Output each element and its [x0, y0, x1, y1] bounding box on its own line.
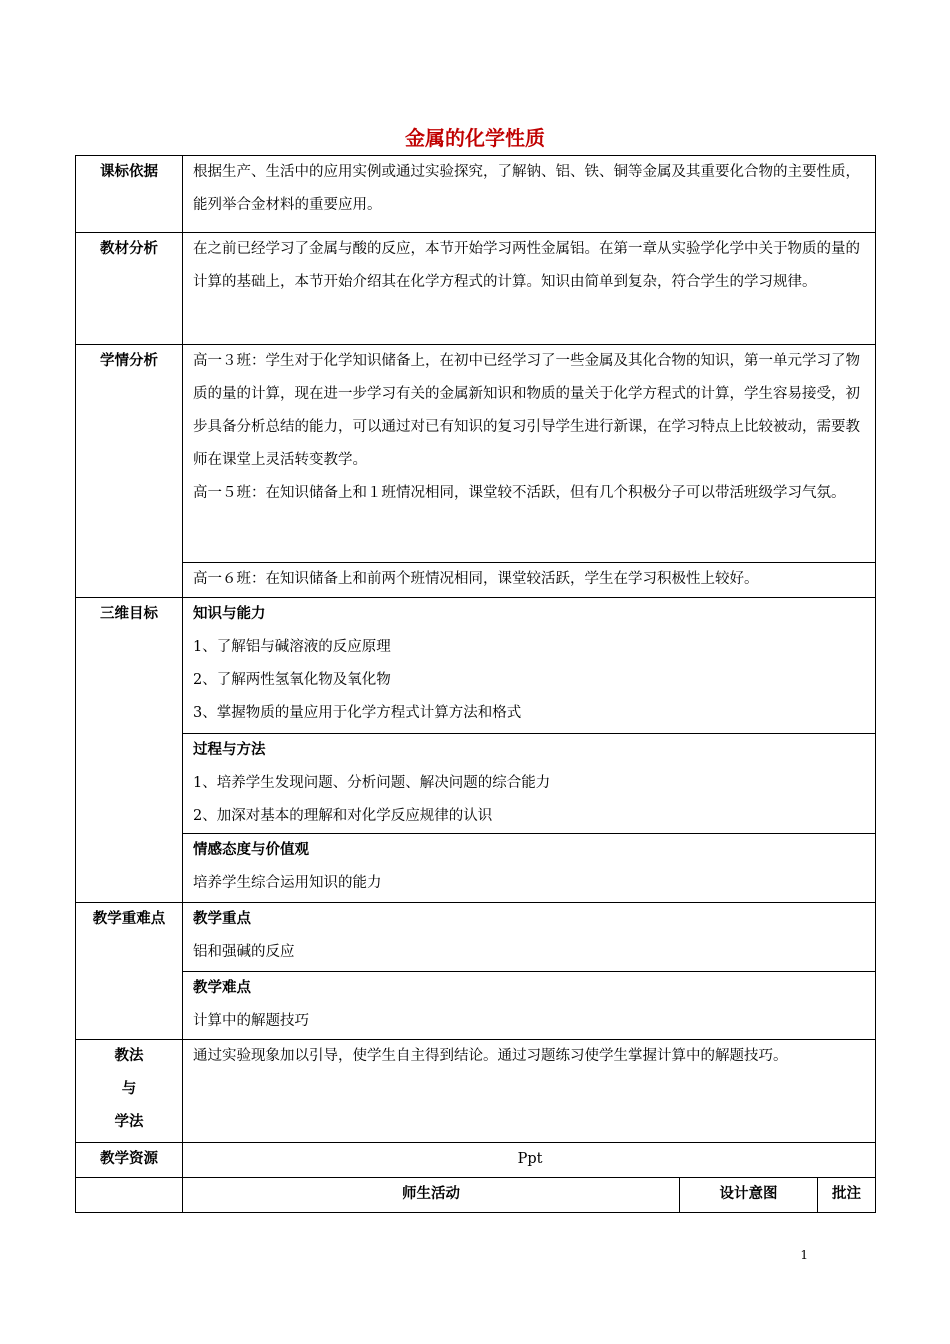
knowledge-heading: 知识与能力: [193, 606, 266, 622]
emotion-heading: 情感态度与价值观: [193, 842, 309, 858]
page-number: 1: [800, 1248, 808, 1262]
process-heading: 过程与方法: [193, 742, 266, 758]
text-ziyuan: Ppt: [183, 1143, 876, 1178]
xueqing-para-1: 高一３班：学生对于化学知识储备上，在初中已经学习了一些金属及其化合物的知识，第一单元学习了物质的量的计算，现在进一步学习有关的金属新知识和物质的量关于化学方程式的计算，学生容易接受，初步具备分析总结的能力，可以通过对已有知识的复习引导学生进行新课，在学习特点上比较被动，需要教师在课堂上灵活转变教学。: [193, 353, 860, 468]
text-xueqing-main: [183, 345, 876, 563]
document-title: 金属的化学性质: [405, 126, 545, 150]
xueqing-para-3: 高一６班：在知识储备上和前两个班情况相同，课堂较活跃，学生在学习积极性上较好。: [183, 563, 876, 598]
zhongnan-key-cell: [183, 903, 876, 972]
label-kebiao: 课标依据: [76, 156, 183, 233]
lesson-plan-table: [75, 155, 876, 1213]
text-jiaofa: 通过实验现象加以引导，使学生自主得到结论。通过习题练习使学生掌握计算中的解题技巧。: [183, 1040, 876, 1143]
zhongnan-hard-cell: [183, 972, 876, 1040]
row-sanwei-process: [76, 734, 876, 834]
row-jiaocai: [76, 233, 876, 345]
row-kebiao: [76, 156, 876, 233]
row-zhongnan-hard: [76, 972, 876, 1040]
row-sanwei-emotion: [76, 834, 876, 903]
knowledge-item: 1、了解铝与碱溶液的反应原理: [193, 639, 391, 655]
row-jiaofa: [76, 1040, 876, 1143]
knowledge-item: 2、了解两性氢氧化物及氧化物: [193, 672, 391, 688]
label-jiaofa-line: 教法: [114, 1048, 144, 1064]
header-activity: 师生活动: [183, 1178, 680, 1213]
knowledge-item: 3、掌握物质的量应用于化学方程式计算方法和格式: [193, 705, 522, 721]
hard-text: 计算中的解题技巧: [193, 1013, 309, 1029]
header-design-intent: 设计意图: [680, 1178, 818, 1213]
text-kebiao: 根据生产、生活中的应用实例或通过实验探究，了解钠、铝、铁、铜等金属及其重要化合物的主要性质，能列举合金材料的重要应用。: [183, 156, 876, 233]
row-ziyuan: [76, 1143, 876, 1178]
hard-heading: 教学难点: [193, 980, 251, 996]
row-zhongnan-key: [76, 903, 876, 972]
sanwei-emotion-cell: [183, 834, 876, 903]
header-notes: 批注: [818, 1178, 876, 1213]
label-sanwei: 三维目标: [76, 598, 183, 903]
row-activity-header: [76, 1178, 876, 1213]
label-jiaofa-line: 学法: [114, 1114, 144, 1130]
row-xueqing: [76, 345, 876, 563]
key-text: 铝和强碱的反应: [193, 944, 295, 960]
label-ziyuan: 教学资源: [76, 1143, 183, 1178]
label-jiaofa: [76, 1040, 183, 1143]
label-jiaocai: 教材分析: [76, 233, 183, 345]
emotion-text: 培养学生综合运用知识的能力: [193, 875, 382, 891]
process-item: 1、培养学生发现问题、分析问题、解决问题的综合能力: [193, 775, 551, 791]
header-empty-cell: [76, 1178, 183, 1213]
label-xueqing: 学情分析: [76, 345, 183, 598]
text-jiaocai: 在之前已经学习了金属与酸的反应，本节开始学习两性金属铝。在第一章从实验学化学中关于物质的量的计算的基础上，本节开始介绍其在化学方程式的计算。知识由简单到复杂，符合学生的学习规律。: [183, 233, 876, 345]
sanwei-process-cell: [183, 734, 876, 834]
label-jiaofa-line: 与: [121, 1081, 137, 1097]
key-heading: 教学重点: [193, 911, 251, 927]
row-sanwei-knowledge: [76, 598, 876, 734]
process-item: 2、加深对基本的理解和对化学反应规律的认识: [193, 808, 493, 824]
row-xueqing-6: [76, 563, 876, 598]
sanwei-knowledge-cell: [183, 598, 876, 734]
label-zhongnan: 教学重难点: [76, 903, 183, 1040]
xueqing-para-2: 高一５班：在知识储备上和１班情况相同，课堂较不活跃，但有几个积极分子可以带活班级学习气氛。: [193, 485, 846, 501]
